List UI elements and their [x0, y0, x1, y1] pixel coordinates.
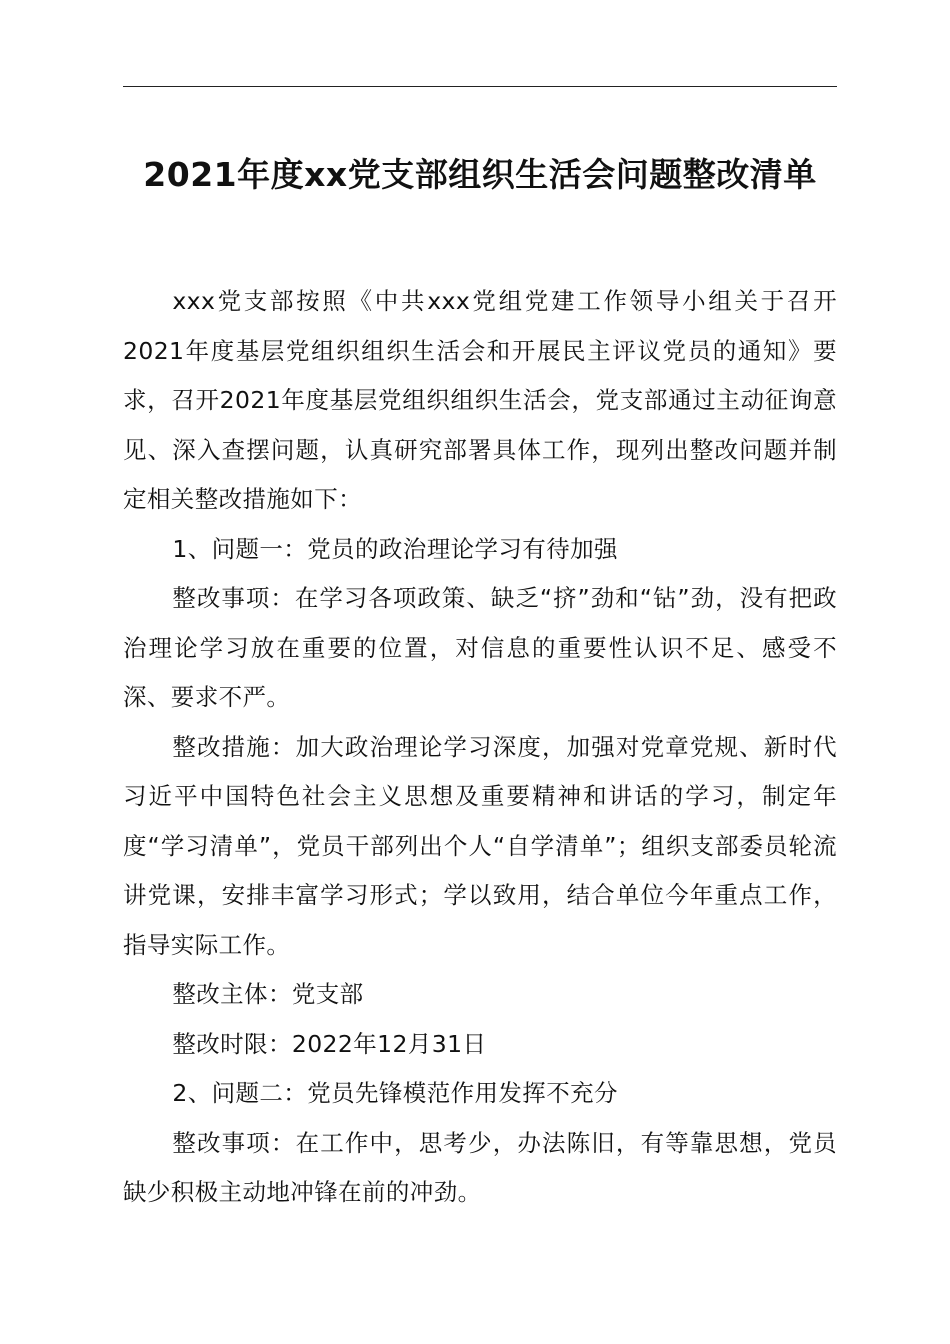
issue-1-matters: 整改事项：在学习各项政策、缺乏“挤”劲和“钻”劲，没有把政治理论学习放在重要的位置，对信息的重要性认识不足、感受不深、要求不严。 — [123, 584, 837, 711]
issue-2-matters: 整改事项：在工作中，思考少，办法陈旧，有等靠思想，党员缺少积极主动地冲锋在前的冲劲。 — [123, 1128, 837, 1206]
issue-1-deadline: 整改时限：2022年12月31日 — [172, 1029, 487, 1058]
issue-1-heading: 1、问题一：党员的政治理论学习有待加强 — [172, 534, 618, 563]
issue-2-heading: 2、问题二：党员先锋模范作用发挥不充分 — [172, 1079, 618, 1107]
document-title: 2021年度xx党支部组织生活会问题整改清单 — [143, 155, 817, 194]
issue-1-responsible: 整改主体：党支部 — [172, 980, 364, 1008]
header-divider — [123, 86, 837, 87]
document-body — [123, 277, 837, 1218]
intro-paragraph: xxx党支部按照《中共xxx党组党建工作领导小组关于召开2021年度基层党组织组织生活会和开展民主评议党员的通知》要求，召开2021年度基层党组织组织生活会，党支部通过主动征询意见、深入查摆问题，认真研究部署具体工作，现列出整改问题并制定相关整改措施如下： — [123, 287, 837, 513]
issue-1-measures: 整改措施：加大政治理论学习深度，加强对党章党规、新时代习近平中国特色社会主义思想及重要精神和讲话的学习，制定年度“学习清单”，党员干部列出个人“自学清单”；组织支部委员轮流讲党课，安排丰富学习形式；学以致用，结合单位今年重点工作，指导实际工作。 — [123, 732, 837, 959]
